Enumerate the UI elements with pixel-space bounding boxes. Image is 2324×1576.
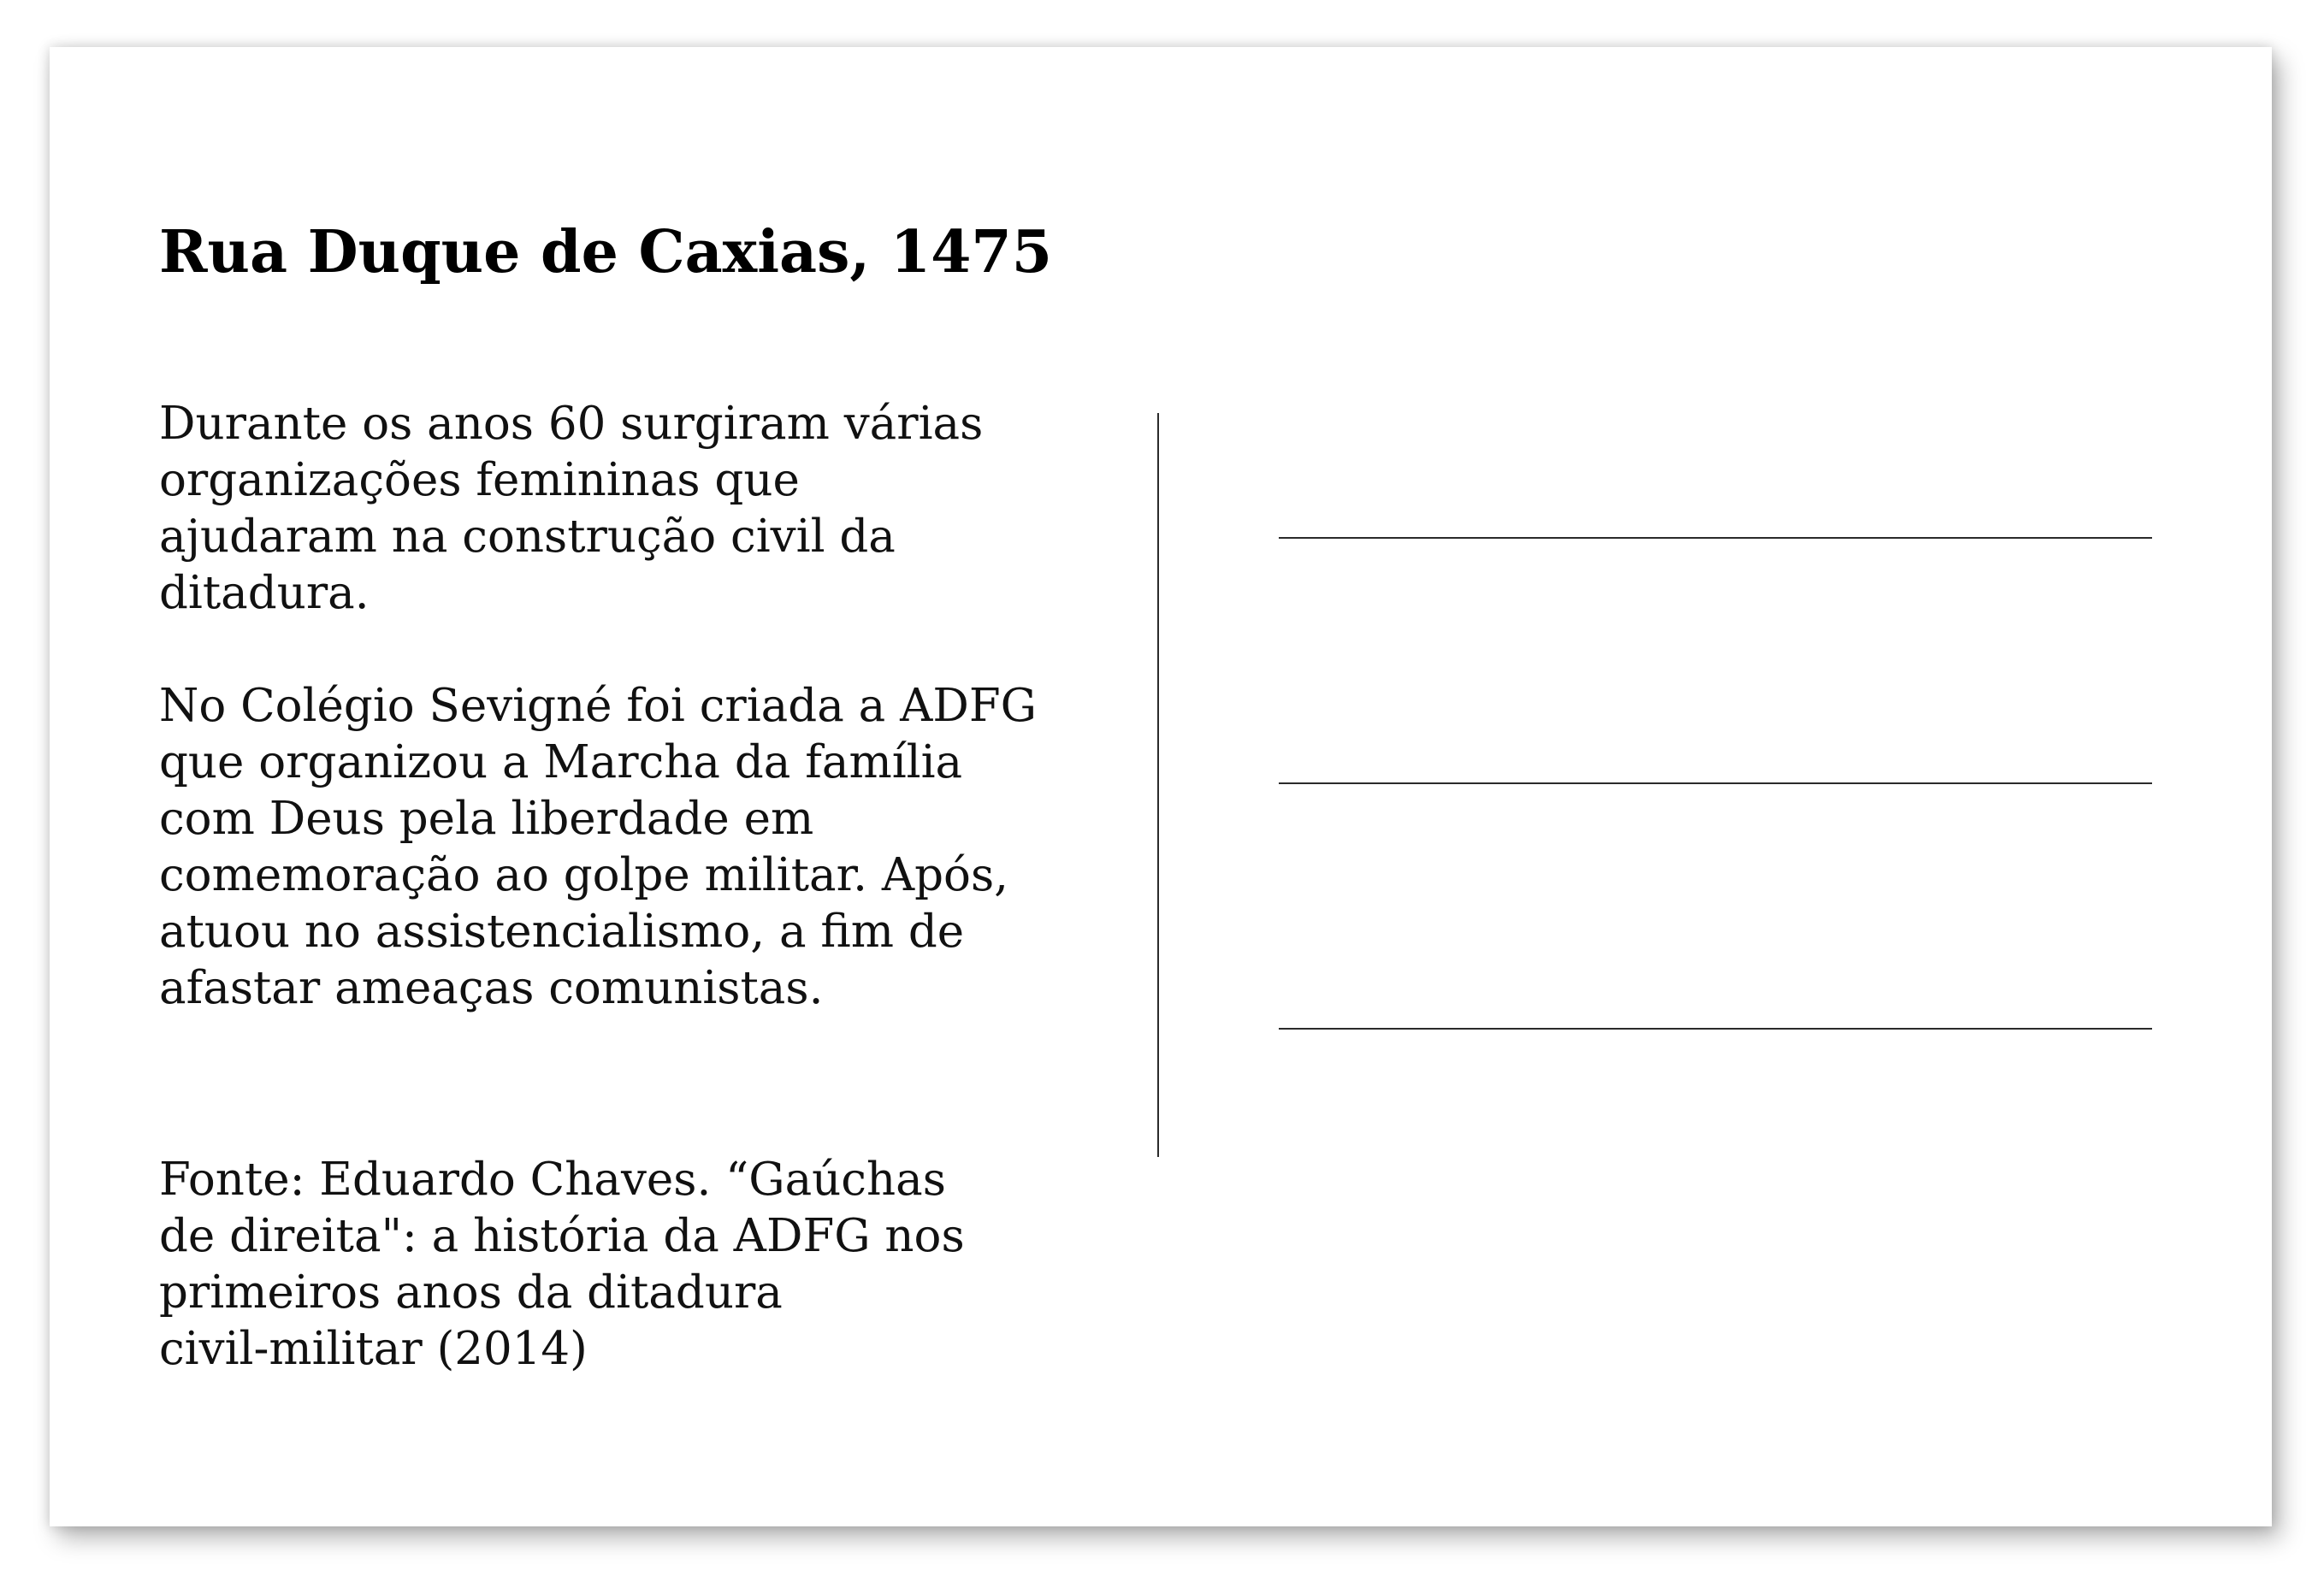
postcard-title: Rua Duque de Caxias, 1475 — [159, 218, 1053, 286]
paragraph-line: ajudaram na construção civil da — [159, 511, 896, 563]
address-line — [1279, 782, 2152, 784]
address-line — [1279, 1028, 2152, 1030]
paragraph-intro — [159, 396, 1100, 622]
paragraph-line: ditadura. — [159, 567, 370, 619]
paragraph-line: No Colégio Sevigné foi criada a ADFG — [159, 680, 1037, 732]
paragraph-line: atuou no assistencialismo, a fim de — [159, 906, 965, 958]
paragraph-line: comemoração ao golpe militar. Após, — [159, 849, 1008, 901]
paragraph-line: afastar ameaças comunistas. — [159, 962, 824, 1014]
source-citation — [159, 1152, 1100, 1378]
paragraph-line: que organizou a Marcha da família — [159, 736, 963, 788]
paragraph-line: Durante os anos 60 surgiram várias — [159, 398, 984, 450]
paragraph-line: organizações femininas que — [159, 454, 800, 506]
source-line: civil-militar (2014) — [159, 1323, 588, 1375]
address-line — [1279, 537, 2152, 539]
postcard-back — [50, 47, 2272, 1526]
source-line: primeiros anos da ditadura — [159, 1266, 783, 1319]
paragraph-line: com Deus pela liberdade em — [159, 793, 814, 845]
vertical-divider — [1157, 413, 1159, 1157]
source-line: Fonte: Eduardo Chaves. “Gaúchas — [159, 1154, 946, 1206]
source-line: de direita": a história da ADFG nos — [159, 1210, 965, 1262]
paragraph-adfg — [159, 678, 1100, 1017]
